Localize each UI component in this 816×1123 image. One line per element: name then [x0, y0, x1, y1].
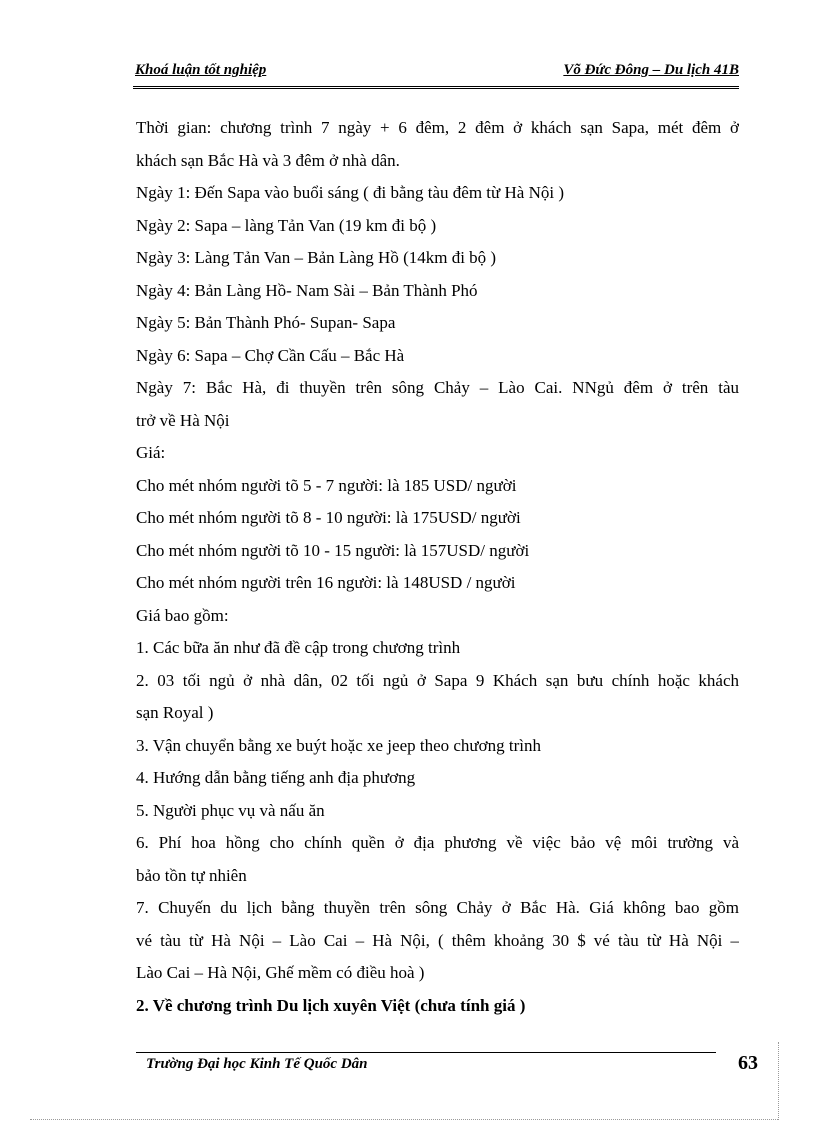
- footer-divider: [136, 1052, 716, 1053]
- text-line: Ngày 6: Sapa – Chợ Cần Cấu – Bắc Hà: [136, 345, 405, 365]
- text-line: 6. Phí hoa hồng cho chính quền ở địa phương về việc bảo vệ môi trường và: [136, 833, 739, 852]
- text-line: trở về Hà Nội: [136, 410, 230, 430]
- text-line: Giá:: [136, 443, 166, 462]
- text-line: 3. Vận chuyển bằng xe buýt hoặc xe jeep theo chương trình: [136, 735, 541, 755]
- text-line: 4. Hướng dẫn bằng tiếng anh địa phương: [136, 768, 416, 787]
- text-line: bảo tồn tự nhiên: [136, 865, 247, 885]
- page-border-bottom: [30, 1119, 778, 1120]
- text-line: Giá bao gồm:: [136, 605, 229, 625]
- page-border-right: [778, 1042, 779, 1120]
- page-number: 63: [738, 1052, 758, 1074]
- text-line: 2. 03 tối ngủ ở nhà dân, 02 tối ngủ ở Sapa 9 Khách sạn bưu chính hoặc khách: [136, 670, 739, 690]
- text-line: 7. Chuyến du lịch bằng thuyền trên sông Chảy ở Bắc Hà. Giá không bao gồm: [136, 898, 739, 917]
- header-divider: [133, 86, 739, 89]
- text-line: Thời gian: chương trình 7 ngày + 6 đêm, 2 đêm ở khách sạn Sapa, mét đêm ở: [136, 118, 739, 137]
- text-line: Ngày 2: Sapa – làng Tản Van (19 km đi bộ ): [136, 215, 437, 235]
- footer-school-name: Trường Đại học Kinh Tế Quốc Dân: [146, 1056, 368, 1072]
- text-line: Ngày 7: Bắc Hà, đi thuyền trên sông Chảy – Lào Cai. NNgủ đêm ở trên tàu: [136, 378, 739, 397]
- page-header: [133, 62, 739, 84]
- text-line: Cho mét nhóm người tõ 5 - 7 người: là 185 USD/ người: [136, 475, 517, 495]
- text-line: Cho mét nhóm người trên 16 người: là 148USD / người: [136, 573, 516, 592]
- text-line: khách sạn Bắc Hà và 3 đêm ở nhà dân.: [136, 150, 400, 170]
- text-line: Ngày 5: Bản Thành Phó- Supan- Sapa: [136, 313, 396, 332]
- text-line: 1. Các bữa ăn như đã đề cập trong chương trình: [136, 638, 461, 657]
- text-line: Cho mét nhóm người tõ 10 - 15 người: là 157USD/ người: [136, 540, 530, 560]
- text-line: Cho mét nhóm người tõ 8 - 10 người: là 175USD/ người: [136, 508, 521, 527]
- text-line: sạn Royal ): [136, 703, 214, 722]
- text-line: Lào Cai – Hà Nội, Ghế mềm có điều hoà ): [136, 963, 425, 982]
- header-author: Võ Đức Đông – Du lịch 41B: [563, 62, 739, 78]
- text-line: 5. Người phục vụ và nấu ăn: [136, 800, 325, 820]
- text-line: Ngày 3: Làng Tản Van – Bản Làng Hồ (14km đi bộ ): [136, 248, 497, 267]
- text-line: Ngày 4: Bản Làng Hồ- Nam Sài – Bản Thành Phó: [136, 280, 478, 300]
- header-thesis-title: Khoá luận tốt nghiệp: [135, 62, 267, 78]
- text-line: Ngày 1: Đến Sapa vào buổi sáng ( đi bằng tàu đêm từ Hà Nội ): [136, 183, 564, 202]
- text-line: vé tàu từ Hà Nội – Lào Cai – Hà Nội, ( thêm khoảng 30 $ vé tàu từ Hà Nội –: [136, 930, 739, 950]
- body-text: [136, 112, 739, 1022]
- section-heading: 2. Về chương trình Du lịch xuyên Việt (chưa tính giá ): [136, 995, 526, 1015]
